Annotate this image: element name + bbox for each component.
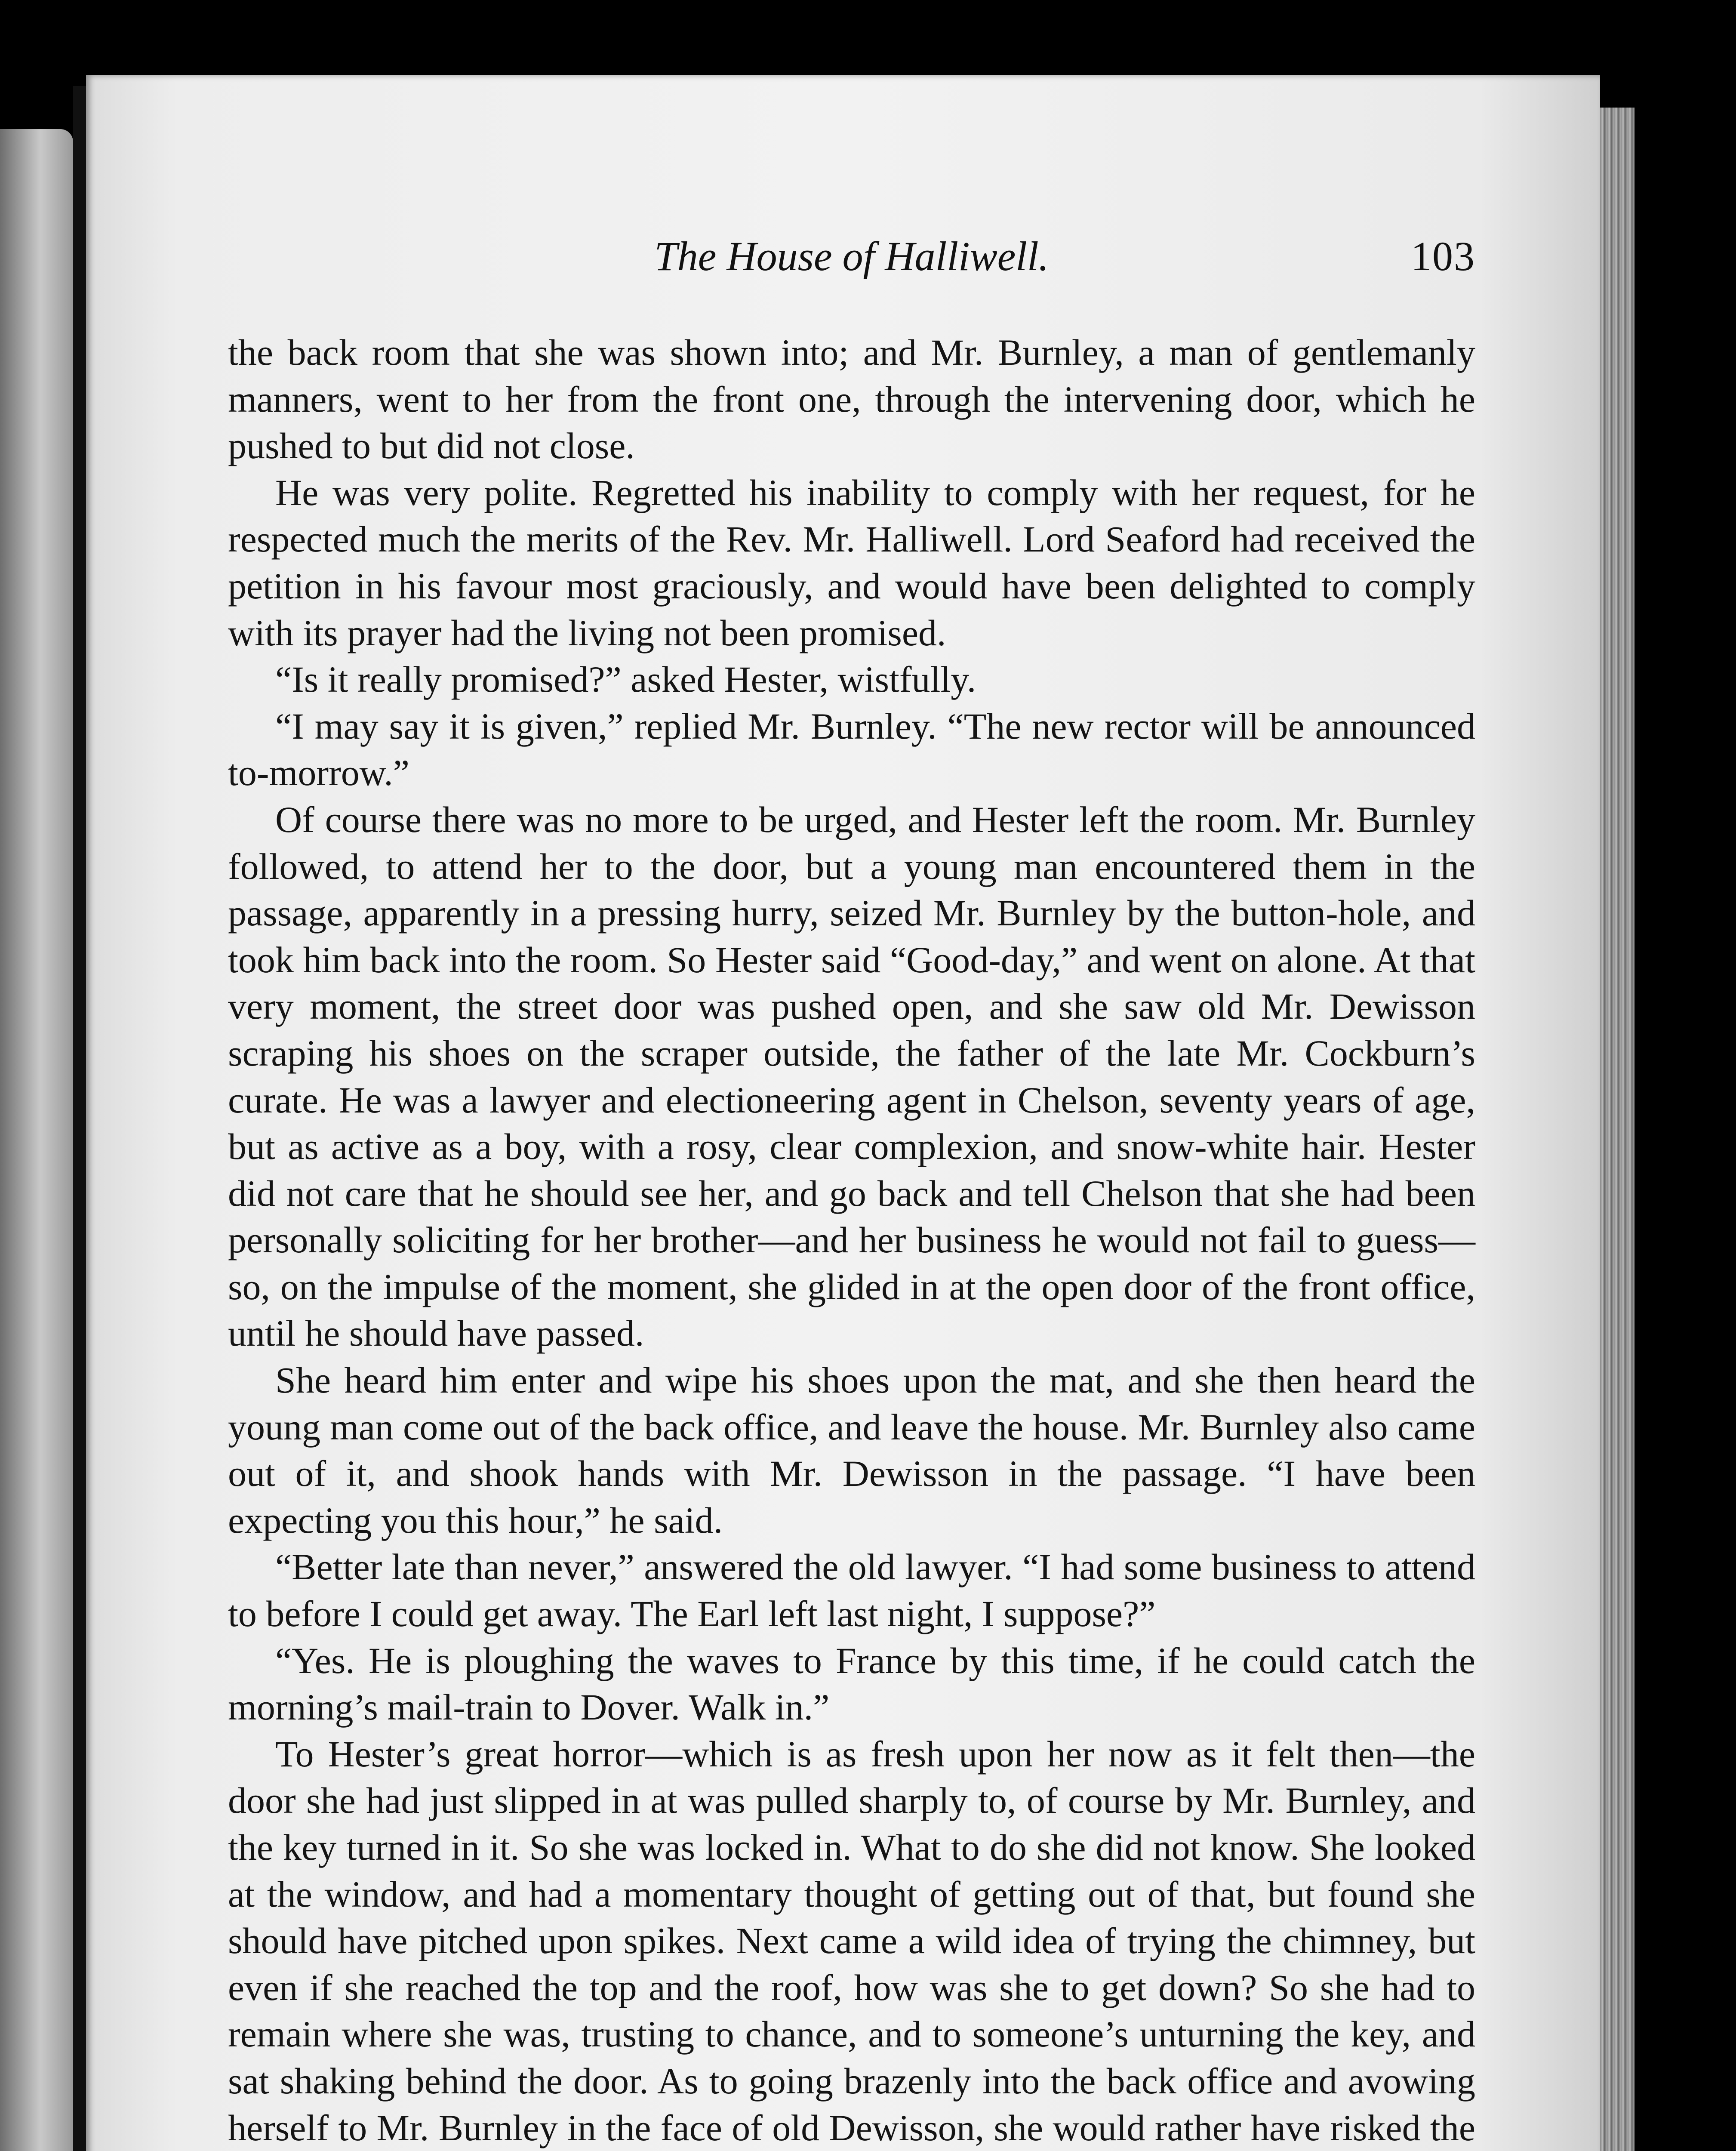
paragraph: To Hester’s great horror—which is as fresh upon her now as it felt then—the door she had just slipped in at was pulled sharply to, of course by Mr. Burnley, and the key turned in it. So she was locked in. What to do she did not know. She looked at the window, and had a momentary thought of getting out of that, but found she should have pitched upon spikes. Next came a wild idea of trying the chimney, but even if she reached the top and the roof, how was she to get down? So she had to remain where she was, trusting to chance, and to someone’s unturning the key, and sat shaking behind the door. As to going brazenly into the back office and avowing herself to Mr. Burnley in the face of old Dewisson, she would rather have risked the bbox=[228, 1733, 1475, 2148]
running-title: The House of Halliwell. bbox=[654, 233, 1049, 279]
paragraph: the back room that she was shown into; and Mr. Burnley, a man of gentlemanly manners, went to her from the front one, through the intervening door, which he pushed to but did not close. bbox=[228, 332, 1475, 467]
paragraph: “I may say it is given,” replied Mr. Burnley. “The new rector will be announced to-morrow.” bbox=[228, 705, 1475, 794]
page-number: 103 bbox=[1411, 233, 1475, 279]
facing-page-edge bbox=[0, 129, 73, 2151]
paragraph: “Yes. He is ploughing the waves to France by this time, if he could catch the morning’s mail-train to Dover. Walk in.” bbox=[228, 1639, 1475, 1728]
paragraph: She heard him enter and wipe his shoes upon the mat, and she then heard the young man come out of the back office, and leave the house. Mr. Burnley also came out of it, and shook hands with Mr. Dewisson in the passage. “I have been expecting you this hour,” he said. bbox=[228, 1359, 1475, 1541]
paragraph: “Better late than never,” answered the old lawyer. “I had some business to attend to before I could get away. The Earl left last night, I suppose?” bbox=[228, 1546, 1475, 1635]
paragraph: He was very polite. Regretted his inability to comply with her request, for he respected much the merits of the Rev. Mr. Halliwell. Lord Seaford had received the petition in his favour most graciously, and would have been delighted to comply with its prayer had the living not been promised. bbox=[228, 471, 1475, 653]
body-text bbox=[228, 329, 1475, 2151]
page-edges bbox=[1600, 108, 1634, 2151]
page-header bbox=[228, 232, 1475, 288]
paragraph: Of course there was no more to be urged, and Hester left the room. Mr. Burnley followed, to attend her to the door, but a young man encountered them in the passage, apparently in a pressing hurry, seized Mr. Burnley by the button-hole, and took him back into the room. So Hester said “Good-day,” and went on alone. At that very moment, the street door was pushed open, and she saw old Mr. Dewisson scraping his shoes on the scraper outside, the father of the late Mr. Cockburn’s curate. He was a lawyer and electioneering agent in Chelson, seventy years of age, but as active as a boy, with a rosy, clear complexion, and snow-white hair. Hester did not care that he should see her, and go back and tell Chelson that she had been personally soliciting for her brother—and her business he would not fail to guess—so, on the impulse of the moment, she glided in at the open door of the front office, until he should have passed. bbox=[228, 798, 1475, 1354]
paragraph: “Is it really promised?” asked Hester, wistfully. bbox=[275, 659, 976, 700]
